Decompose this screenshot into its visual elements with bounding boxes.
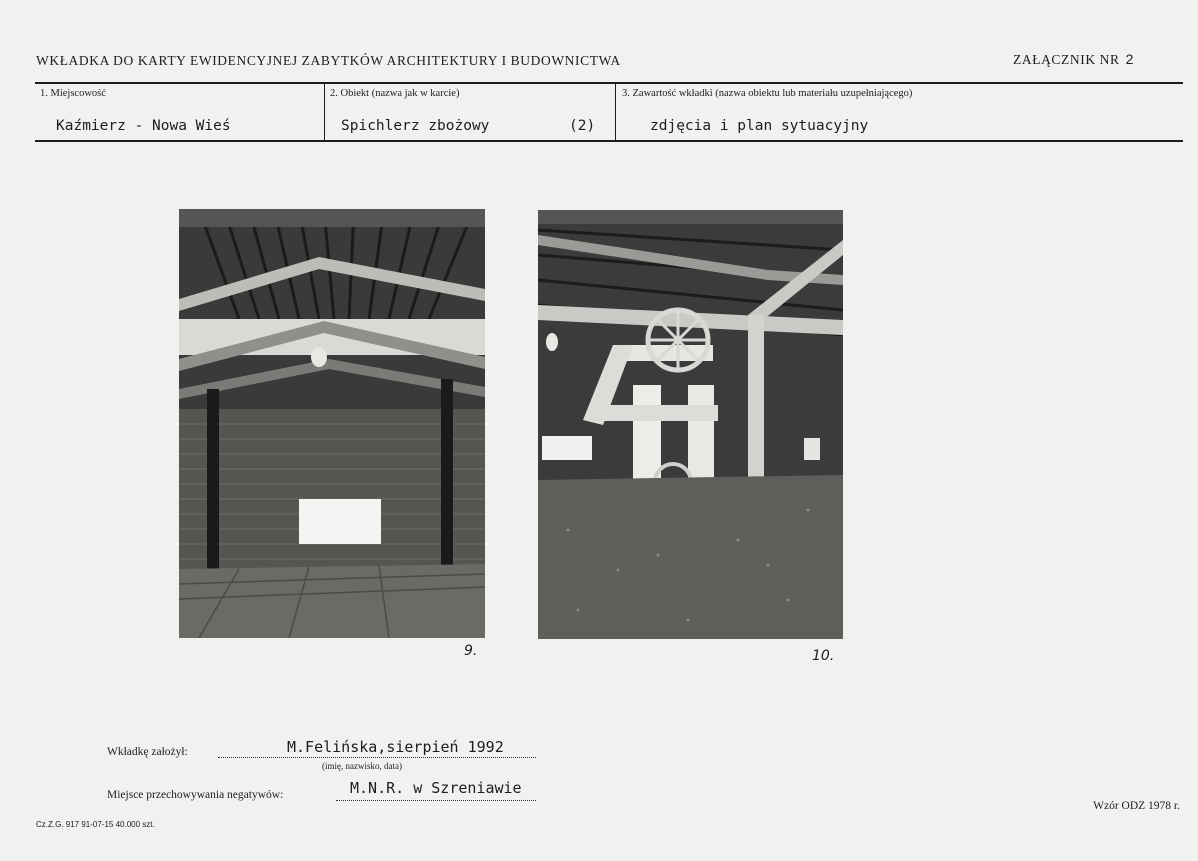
content-label: 3. Zawartość wkładki (nazwa obiektu lub materiału uzupełniającego) xyxy=(622,88,913,99)
object-value: Spichlerz zbożowy xyxy=(341,118,490,134)
attachment-label: ZAŁĄCZNIK NR xyxy=(1013,52,1120,67)
header-rule-top xyxy=(35,82,1183,84)
template-code: Wzór ODZ 1978 r. xyxy=(1093,800,1180,812)
content-value: zdjęcia i plan sytuacyjny xyxy=(650,118,869,134)
print-info: Cz.Z.G. 917 91-07-15 40.000 szt. xyxy=(36,820,155,829)
photo-attic-hoist-image xyxy=(538,210,843,639)
location-value: Kaźmierz - Nowa Wieś xyxy=(56,118,231,134)
storage-value: M.N.R. w Szreniawie xyxy=(350,779,522,797)
photo-attic-hoist xyxy=(538,210,843,639)
document-title: WKŁADKA DO KARTY EWIDENCYJNEJ ZABYTKÓW ARCHITEKTURY I BUDOWNICTWA xyxy=(36,53,621,68)
field-divider-1 xyxy=(324,84,325,140)
created-by-sublabel: (imię, nazwisko, data) xyxy=(322,761,402,771)
object-label: 2. Obiekt (nazwa jak w karcie) xyxy=(330,88,460,99)
photo-number-10: 10. xyxy=(812,648,835,664)
created-by-dotted-line xyxy=(218,757,536,758)
storage-dotted-line xyxy=(336,800,536,801)
attachment-number-value: 2 xyxy=(1125,51,1134,67)
header-rule-bottom xyxy=(35,140,1183,142)
storage-label: Miejsce przechowywania negatywów: xyxy=(107,789,284,801)
photo-number-9: 9. xyxy=(464,643,478,659)
field-divider-2 xyxy=(615,84,616,140)
attachment-number xyxy=(1013,51,1134,68)
created-by-value: M.Felińska,sierpień 1992 xyxy=(287,738,504,756)
location-label: 1. Miejscowość xyxy=(40,88,106,99)
object-number: (2) xyxy=(569,118,596,134)
created-by-label: Wkładkę założył: xyxy=(107,746,188,758)
photo-attic-gable-wall xyxy=(179,209,485,638)
photo-attic-gable-wall-image xyxy=(179,209,485,638)
